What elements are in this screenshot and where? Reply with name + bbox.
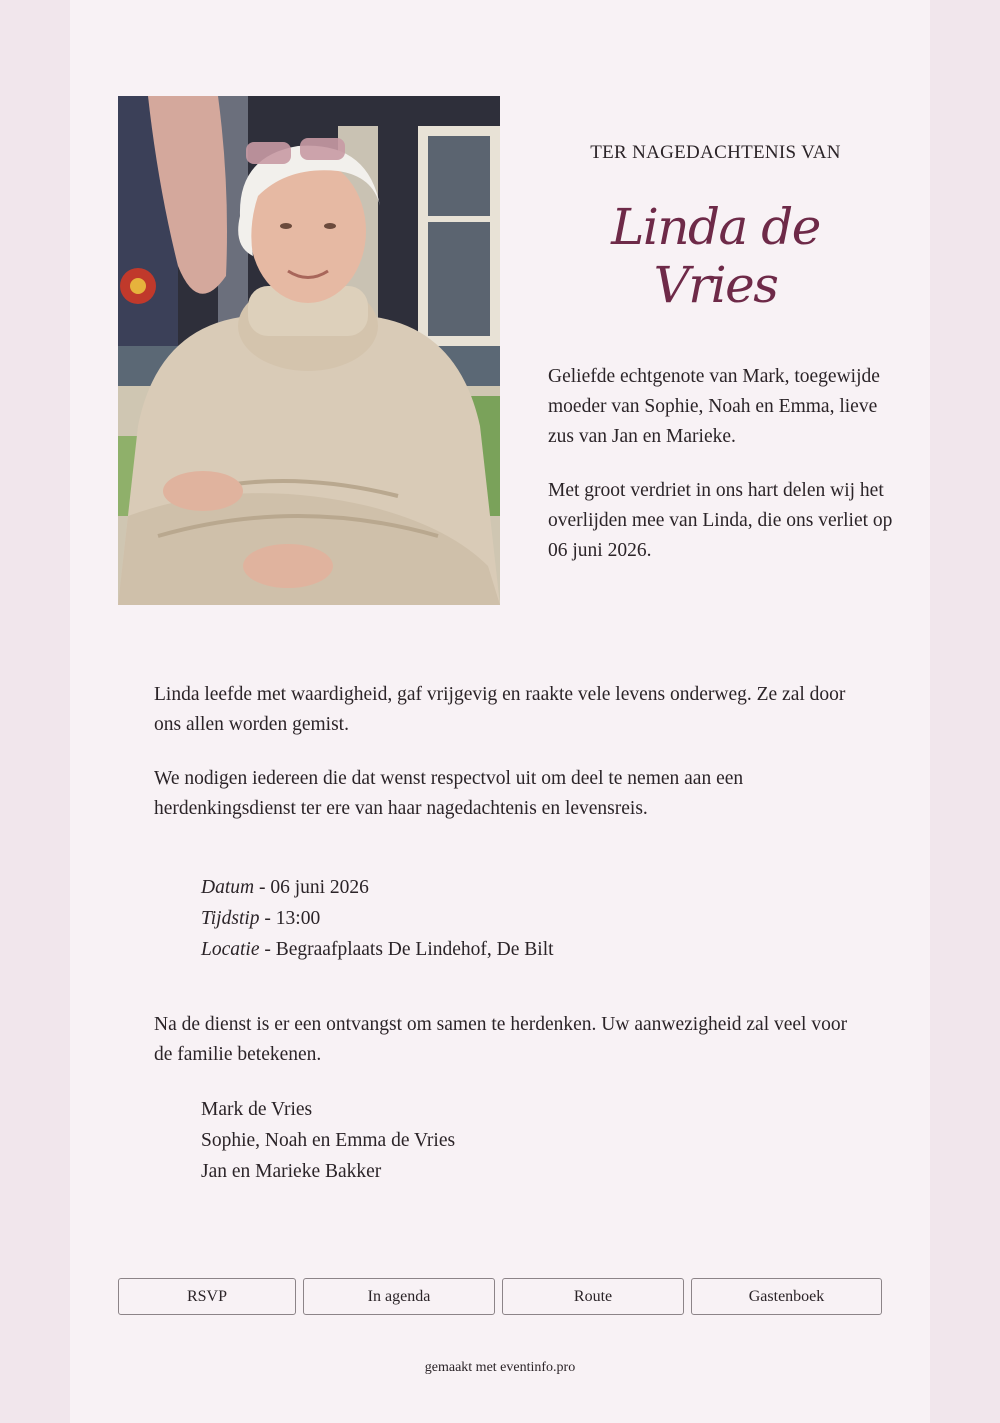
signature-line: Mark de Vries	[201, 1099, 313, 1120]
date-label: Datum	[201, 877, 255, 898]
time-label: Tijdstip	[201, 908, 260, 929]
date-value: - 06 juni 2026	[254, 877, 369, 898]
location-value: - Begraafplaats De Lindehof, De Bilt	[259, 939, 554, 960]
signature-line: Jan en Marieke Bakker	[201, 1161, 382, 1182]
location-row	[201, 934, 801, 965]
intro-paragraph-family: Geliefde echtgenote van Mark, toegewijde moeder van Sophie, Noah en Emma, lieve zus van Jan en Marieke.	[548, 366, 880, 447]
portrait-photo	[118, 96, 500, 605]
signature-line: Sophie, Noah en Emma de Vries	[201, 1130, 456, 1151]
intro-paragraph-announcement: Met groot verdriet in ons hart delen wij het overlijden mee van Linda, die ons verliet op 06 juni 2026.	[548, 480, 893, 561]
time-value: - 13:00	[259, 908, 321, 929]
closing-text: Na de dienst is er een ontvangst om samen te herdenken. Uw aanwezigheid zal veel voor de familie betekenen.	[154, 1014, 848, 1065]
time-row	[201, 903, 801, 934]
memorial-label: TER NAGEDACHTENIS VAN	[590, 142, 841, 163]
rsvp-button[interactable]: RSVP	[118, 1278, 296, 1315]
body-paragraph-invitation: We nodigen iedereen die dat wenst respectvol uit om deel te nemen aan een herdenkingsdienst ter ere van haar nagedachtenis en levensreis.	[154, 768, 744, 819]
body-paragraph-tribute: Linda leefde met waardigheid, gaf vrijgevig en raakte vele levens onderweg. Ze zal door ons allen worden gemist.	[154, 684, 846, 735]
add-to-agenda-button[interactable]: In agenda	[303, 1278, 495, 1315]
date-row	[201, 872, 801, 903]
footer-credit[interactable]: gemaakt met eventinfo.pro	[424, 1360, 576, 1375]
guestbook-button[interactable]: Gastenboek	[691, 1278, 882, 1315]
location-label: Locatie	[201, 939, 260, 960]
memorial-card	[70, 0, 930, 1423]
route-button[interactable]: Route	[502, 1278, 684, 1315]
deceased-name: Linda de Vries	[611, 198, 820, 314]
event-details	[201, 872, 801, 965]
intro-text	[548, 362, 893, 590]
signatures	[201, 1094, 701, 1187]
body-text	[154, 680, 854, 848]
